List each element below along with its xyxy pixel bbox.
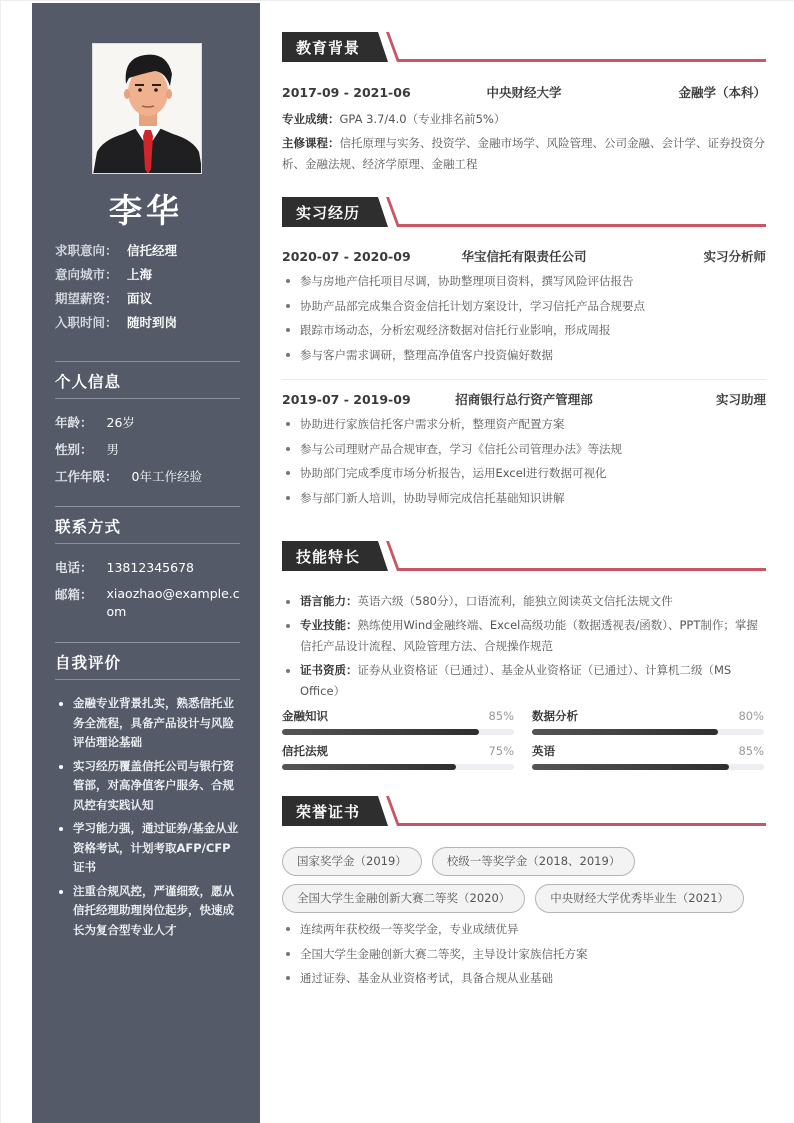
skill-bar (532, 743, 764, 770)
education-row (282, 83, 766, 103)
list-item: 通过证券、基金从业资格考试，具备合规从业基础 (282, 966, 766, 991)
intent-row-position (55, 239, 245, 263)
honor-bullets (282, 917, 766, 991)
intent-value: 信托经理 (127, 243, 178, 258)
skill-bar (532, 708, 764, 735)
internship-row (282, 390, 766, 410)
skill-bar-percent: 85% (738, 744, 764, 758)
progress-track (282, 729, 514, 735)
accent-line (397, 823, 766, 826)
internship-period: 2019-07 - 2019-09 (282, 392, 411, 407)
section-header (282, 197, 766, 227)
list-item: 协助部门完成季度市场分析报告，运用Excel进行数据可视化 (282, 461, 766, 486)
internship-section (282, 197, 766, 510)
accent-slash (386, 796, 400, 826)
internship-company: 华宝信托有限责任公司 (461, 249, 587, 264)
progress-fill (532, 764, 729, 770)
progress-track (532, 764, 764, 770)
skill-label: 专业技能： (300, 618, 358, 632)
section-title: 荣誉证书 (296, 803, 361, 821)
internship-period: 2020-07 - 2020-09 (282, 249, 411, 264)
skill-bar-label: 英语 (532, 744, 555, 758)
info-row-email (55, 581, 240, 621)
skill-bar-label: 信托法规 (282, 744, 328, 758)
skill-bar-label: 数据分析 (532, 709, 578, 723)
courses-line (282, 133, 766, 175)
progress-fill (282, 764, 456, 770)
sidebar (32, 3, 260, 1123)
info-value: 男 (106, 442, 120, 457)
info-row-phone (55, 554, 240, 581)
list-item: 参与客户需求调研，整理高净值客户投资偏好数据 (282, 343, 766, 368)
education-period: 2017-09 - 2021-06 (282, 85, 411, 100)
honors-section (282, 796, 766, 991)
accent-slash (386, 197, 400, 227)
email-value[interactable]: xiaozhao@example.com (106, 586, 240, 619)
gpa-value: GPA 3.7/4.0（专业排名前5%） (339, 112, 506, 126)
list-item: 协助进行家族信托客户需求分析，整理资产配置方案 (282, 412, 766, 437)
intent-row-start (55, 311, 245, 335)
education-major: 金融学（本科） (678, 85, 766, 100)
intent-value: 随时到岗 (127, 315, 178, 330)
info-value: 26岁 (106, 415, 135, 430)
list-item: 注重合规风控，严谨细致，愿从信托经理助理岗位起步，快速成长为复合型专业人才 (55, 882, 240, 941)
intent-label: 入职时间： (55, 315, 118, 330)
accent-line (397, 568, 766, 571)
intent-label: 期望薪资： (55, 291, 118, 306)
internship-role: 实习分析师 (703, 249, 766, 264)
contact-section (55, 506, 240, 621)
list-item: 参与部门新人培训，协助导师完成信托基础知识讲解 (282, 486, 766, 511)
skill-bar (282, 708, 514, 735)
skill-value: 证券从业资格证（已通过）、基金从业资格证（已通过）、计算机二级（MS Office） (300, 663, 732, 698)
portrait-icon (93, 44, 202, 174)
education-school: 中央财经大学 (486, 85, 562, 100)
gpa-label: 专业成绩： (282, 112, 340, 126)
section-title: 联系方式 (55, 506, 240, 544)
section-header (282, 32, 766, 62)
accent-slash (386, 32, 400, 62)
skills-section (282, 541, 766, 770)
skill-bar (282, 743, 514, 770)
self-evaluation-list (55, 680, 240, 940)
honor-chip: 全国大学生金融创新大赛二等奖（2020） (282, 884, 525, 913)
section-header (282, 796, 766, 826)
list-item: 学习能力强，通过证券/基金从业资格考试，计划考取AFP/CFP证书 (55, 819, 240, 878)
list-item: 金融专业背景扎实，熟悉信托业务全流程，具备产品设计与风险评估理论基础 (55, 694, 240, 753)
internship-entry (282, 247, 766, 367)
intent-value: 面议 (127, 291, 153, 306)
internship-role: 实习助理 (715, 392, 766, 407)
info-row-gender (55, 436, 240, 463)
info-label: 年龄： (55, 415, 93, 430)
list-item (282, 615, 766, 657)
list-item (282, 591, 766, 612)
section-title: 技能特长 (296, 548, 361, 566)
skill-bars (282, 708, 766, 770)
section-title: 个人信息 (55, 361, 240, 399)
skill-value: 英语六级（580分），口语流利，能独立阅读英文信托法规文件 (357, 594, 673, 608)
list-item: 跟踪市场动态，分析宏观经济数据对信托行业影响，形成周报 (282, 318, 766, 343)
info-value: 0年工作经验 (131, 469, 202, 484)
honor-chips (282, 847, 766, 913)
skill-bar-percent: 75% (488, 744, 514, 758)
info-label: 性别： (55, 442, 93, 457)
intent-row-salary (55, 287, 245, 311)
skill-bar-percent: 85% (488, 709, 514, 723)
info-row-experience (55, 463, 240, 490)
list-item: 连续两年获校级一等奖学金，专业成绩优异 (282, 917, 766, 942)
section-title: 教育背景 (296, 39, 361, 57)
skills-list (282, 591, 766, 702)
accent-slash (386, 541, 400, 571)
avatar (92, 43, 202, 174)
internship-company: 招商银行总行资产管理部 (455, 392, 593, 407)
personal-info-section (55, 361, 240, 490)
section-title: 实习经历 (296, 204, 361, 222)
internship-bullets (282, 412, 766, 510)
info-label: 邮箱： (55, 587, 93, 602)
honor-chip: 国家奖学金（2019） (282, 847, 422, 876)
education-section (282, 32, 766, 175)
progress-fill (532, 729, 718, 735)
list-item: 参与房地产信托项目尽调，协助整理项目资料，撰写风险评估报告 (282, 269, 766, 294)
skill-value: 熟练使用Wind金融终端、Excel高级功能（数据透视表/函数）、PPT制作；掌握信托产品设计流程、风险管理方法、合规操作规范 (300, 618, 758, 653)
courses-value: 信托原理与实务、投资学、金融市场学、风险管理、公司金融、会计学、证券投资分析、金融法规、经济学原理、金融工程 (282, 136, 765, 171)
internship-row (282, 247, 766, 267)
info-label: 电话： (55, 560, 93, 575)
list-item (282, 660, 766, 702)
intent-row-city (55, 263, 245, 287)
section-header (282, 541, 766, 571)
skill-label: 语言能力： (300, 594, 358, 608)
internship-bullets (282, 269, 766, 367)
divider (282, 379, 766, 380)
accent-line (397, 224, 766, 227)
progress-track (532, 729, 764, 735)
skill-bar-label: 金融知识 (282, 709, 328, 723)
info-row-age (55, 409, 240, 436)
accent-line (397, 59, 766, 62)
intent-label: 求职意向： (55, 243, 118, 258)
honor-chip: 校级一等奖学金（2018、2019） (432, 847, 636, 876)
section-title: 自我评价 (55, 642, 240, 680)
list-item: 参与公司理财产品合规审查，学习《信托公司管理办法》等法规 (282, 437, 766, 462)
gpa-line (282, 109, 766, 130)
info-label: 工作年限： (55, 469, 118, 484)
intent-label: 意向城市： (55, 267, 118, 282)
progress-track (282, 764, 514, 770)
list-item: 协助产品部完成集合资金信托计划方案设计，学习信托产品合规要点 (282, 294, 766, 319)
skill-bar-percent: 80% (738, 709, 764, 723)
candidate-name: 李华 (109, 191, 183, 230)
list-item: 全国大学生金融创新大赛二等奖，主导设计家族信托方案 (282, 942, 766, 967)
phone-value[interactable]: 13812345678 (106, 560, 194, 575)
progress-fill (282, 729, 479, 735)
list-item: 实习经历覆盖信托公司与银行资管部，对高净值客户服务、合规风控有实践认知 (55, 757, 240, 816)
skill-label: 证书资质： (300, 663, 358, 677)
courses-label: 主修课程： (282, 136, 340, 150)
intent-value: 上海 (127, 267, 153, 282)
internship-entry (282, 390, 766, 510)
job-intent-list (55, 239, 245, 335)
honor-chip: 中央财经大学优秀毕业生（2021） (535, 884, 744, 913)
self-evaluation-section (55, 642, 240, 944)
